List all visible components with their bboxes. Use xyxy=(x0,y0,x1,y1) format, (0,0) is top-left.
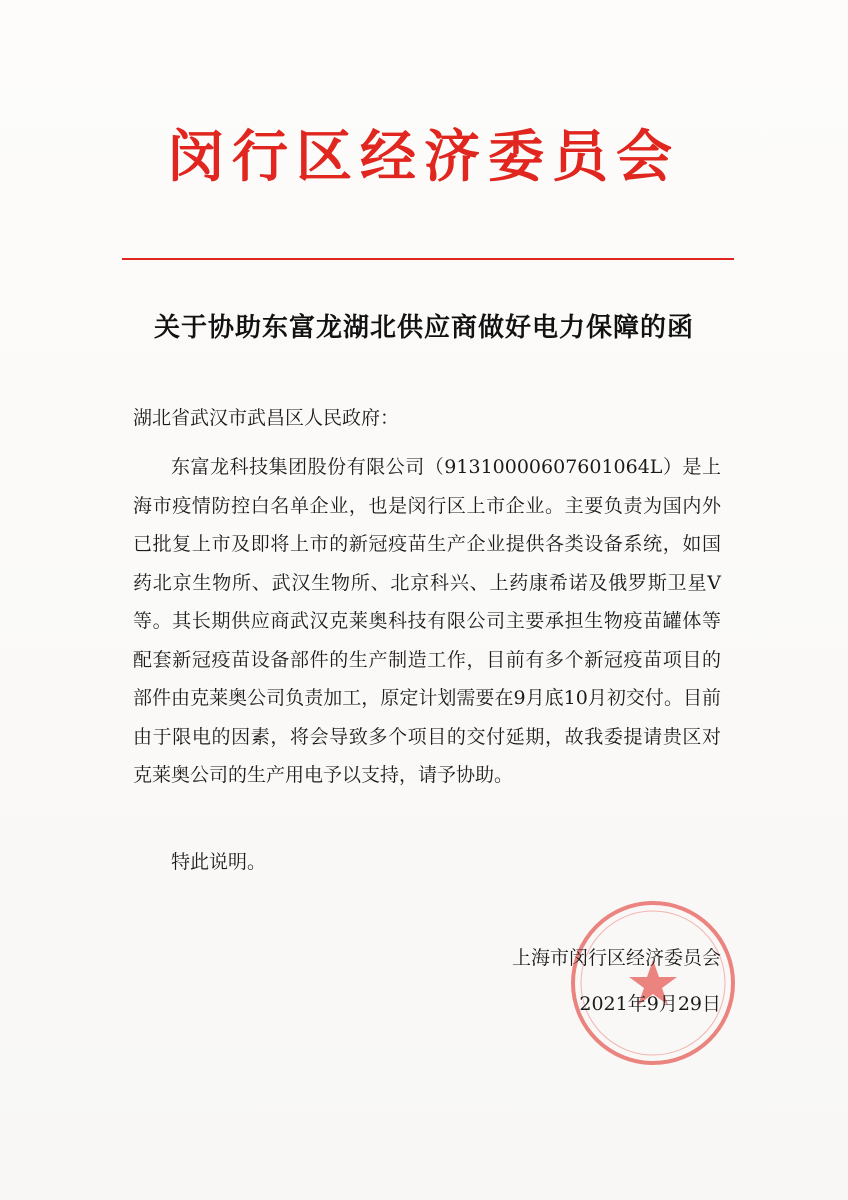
document-title: 关于协助东富龙湖北供应商做好电力保障的函 xyxy=(153,313,694,343)
letterhead-red-rule xyxy=(122,258,734,260)
signature-date: 2021年9月29日 xyxy=(579,993,721,1015)
signature-organization: 上海市闵行区经济委员会 xyxy=(511,947,721,969)
official-seal-icon xyxy=(568,898,738,1068)
letterhead-org-name: 闵行区经济委员会 xyxy=(168,125,680,190)
closing-remark: 特此说明。 xyxy=(171,851,267,873)
salutation: 湖北省武汉市武昌区人民政府： xyxy=(133,407,400,429)
body-paragraph: 东富龙科技集团股份有限公司（91310000607601064L）是上海市疫情防控白名单企业，也是闵行区上市企业。主要负责为国内外已批复上市及即将上市的新冠疫苗生产企业提供各类设备系统，如国药北京生物所、武汉生物所、北京科兴、上药康希诺及俄罗斯卫星Ⅴ等。其长期供应商武汉克莱奥科技有限公司主要承担生物疫苗罐体等配套新冠疫苗设备部件的生产制造工作，目前有多个新冠疫苗项目的部件由克莱奥公司负责加工，原定计划需要在9月底10月初交付。目前由于限电的因素，将会导致多个项目的交付延期，故我委提请贵区对克莱奥公司的生产用电予以支持，请予协助。 xyxy=(133,456,721,786)
